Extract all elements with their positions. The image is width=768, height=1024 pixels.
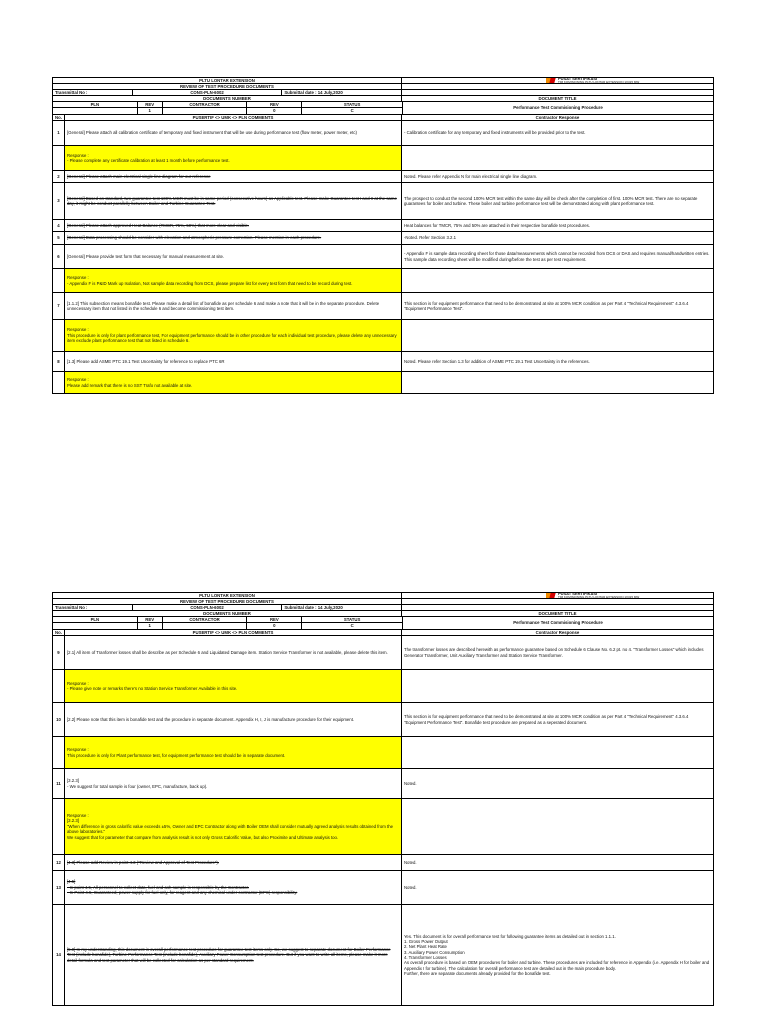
response-label: Contractor Response bbox=[535, 115, 580, 120]
response-followup-row bbox=[53, 146, 713, 171]
no-label: No. bbox=[53, 115, 65, 120]
doc-number-block bbox=[53, 102, 713, 115]
reviewer-comment bbox=[65, 220, 402, 231]
response-text: This section is for equipment performance that need to be demonstrated at site at 100% MCR condition as per Part 4 "Technical Requirement" 4.3.6.4 "Equipment Performance Test". bbox=[403, 300, 689, 311]
col-status: STATUS bbox=[343, 102, 361, 107]
reviewer-comment bbox=[65, 232, 402, 244]
review-sheet-2: PLTU LONTAR EXTENSION PUSAT SERTIFIKASI TIM KOMISIONING PLTU LONTAR EXTENSION 1X315 MW REVIEW OF TEST PROCEDURE DOCUMENTS Transmittal No : CONS-PLN-6002 Submittal date : 14 July,2020 DOCUMENTS NUMBER DOCUMENT TITLE PLN REV CONTRACTOR REV STATUS 1 0 C Performance Test Commisioning Procedure No. PUSERTIF <> UMK <> PLN COMMENTS Contractor Response 9 [2.1] All item of Tranformer losses shall be describe as per Schedule 6 and Liquidated Damage item. Station Service Transformer is not available, please delete this item. The transformer losses are described herewith as performance guarantee based on Schedule 6 Clause No. 6.2 pt. no 4. "Transformer Losses" which includes Generator Transformer, Unit Auxiliary Transformer and Station Service Transformer. Response : - Please give note or remarks there's no Station Service Transformer Available in this site. 10 [2.2] Please note that this item is bonafide test and the procedure in separate document. Appendix H, I, J is manufacture procedure for their equipment. This section is for equipment performance that need to be demonstrated at site at 100% MCR condition as per Part 4 "Technical Requirement" 4.3.6.4 "Equipment Performance Test". Bonafide test procedure are prepared as a seperated document. Response : This procedure is only for Plant performance test, for equipment performance test should be in separate document. 11 [3.2.3] - We suggest for total sample is four (owner, EPC, manufacture, back up). Noted. Response : [3.2.3] "When difference in gross calorific value exceeds ±5%, Owner and EPC Contractor along with Boiler OEM shall consider mutually agreed analysis results obtained from the above laboratories." We suggest that for parameter that compare from analysis result is not only Gross Calorific Value, but also Proximite and Ultimate analysis too. 12 [4.3] Please add Review in point 4.3 ("Review and Approval of Test Procedure"). Noted. 13 [4.5] - In point 4.5, All personnel to collect data, fuel and ash sample is responsible by the Contractor. - In Point 4.5, Guaranteed, power supply for fuel only, for reagent and any chemical under contractor (EPC) responsibility. Noted. 14 [5.0] In my understanding, this document is overall performance test procedure for guarantee test items only. So, we suggest to separate document for Boiler Performance Test (include bonafide), Turbine Performance Test (include bonafide), Auxiliary Power Consumption test procedure. But if you want to write all items, please make it more detail formula and test parameter that will be collected for calculation as per standard requirement. Yes. This document is for overall performance test for following guarantee items as detailed out in section 1.1.1. 1. Gross Power Output 2. Net Plant Heat Rate 3. Auxiliary Power Consumption 4. Transformer Losses As overall procedure is based on OEM procedures for boiler and turbine. These procedures are included for reference in Appendix (i.e. Appendix H for boiler and Appendix I for turbine). The calculation for overall performance test are detailed out in the main procedure body. Further, there are separate documents already provided for the bonafide test. bbox=[52, 592, 714, 1006]
document-title: Performance Test Commisioning Procedure bbox=[513, 105, 603, 111]
transmittal-label: Transmittal No : bbox=[53, 90, 133, 95]
followup-comment bbox=[65, 146, 402, 170]
logo-cell bbox=[402, 78, 713, 83]
followup-comment bbox=[65, 269, 402, 292]
reviewer-comment bbox=[65, 121, 402, 145]
comment-text: [2.2] Please note that this item is bonafide test and the procedure in separate document. Appendix H, I, J is manufacture procedure for their equipment. bbox=[66, 716, 355, 722]
pln-logo-icon bbox=[546, 593, 555, 598]
response-text: -Noted. Refer Section 3.2.1 bbox=[403, 235, 457, 241]
rev-2-value: 0 bbox=[247, 108, 302, 114]
contractor-response bbox=[402, 670, 713, 702]
row-number bbox=[53, 146, 65, 170]
reviewer-comment bbox=[65, 171, 402, 182]
row-number: 7 bbox=[53, 293, 65, 319]
comment-text: Response : This procedure is only for Plant performance test, for equipment performance test should be in separate document. bbox=[66, 747, 286, 758]
comment-text: [General] Please attach approved Heat Balance (TMCR, 75%, 50%) that more clear and visible. bbox=[66, 222, 249, 228]
comment-text: Response : - Please complete any certificate calibration at least 1 month before performance test. bbox=[66, 152, 230, 163]
followup-comment bbox=[65, 320, 402, 351]
comment-row bbox=[53, 352, 713, 372]
submittal-date: Submittal date : 14 July,2020 bbox=[282, 90, 402, 95]
col-contractor: CONTRACTOR bbox=[163, 102, 248, 107]
pusertif-logo bbox=[546, 78, 639, 83]
comment-row bbox=[53, 905, 713, 1005]
comment-text: [General] Please attach main electrical single line diagram for our reference bbox=[66, 173, 211, 179]
reviewer-comment bbox=[65, 769, 402, 798]
comment-text: [3.2.3] - We suggest for total sample is four (owner, EPC, manufacture, back up). bbox=[66, 778, 208, 789]
comment-text: Response : Please add remark that there is no SST Trafo not available at site. bbox=[66, 377, 193, 388]
contractor-response bbox=[402, 905, 713, 1005]
response-text: The prospect to conduct the second 100% MCR test within the same day will be check after the completion of first. 100% MCR test. There are no separate guarantees for boiler and turbine. These boiler and turbine performance test will be demonstrated along with plant performance test. bbox=[403, 195, 698, 206]
col-pln: PLN bbox=[53, 102, 138, 107]
row-number: 11 bbox=[53, 769, 65, 798]
comment-row bbox=[53, 245, 713, 269]
response-text: This section is for equipment performance that need to be demonstrated at site at 100% MCR condition as per Part 4 "Technical Requirement" 4.3.6.4 "Equipment Performance Test". Bonafide test procedure are prepared as a seperated document. bbox=[403, 714, 689, 725]
comment-text: [1.1.2] This subsection means bonafide test. Please make a detail list of bonafide as per schedule 6 and make a note that it will be in the separate procedure. Delete unnecessary item that not listed in the schedule 6 and become commissioning test item. bbox=[66, 300, 380, 311]
response-followup-row bbox=[53, 799, 713, 855]
contractor-response bbox=[402, 232, 713, 244]
contractor-response bbox=[402, 269, 713, 292]
comment-text: [General] Please provide test form that necessary for manual measurement at site. bbox=[66, 253, 225, 259]
contractor-response bbox=[402, 171, 713, 182]
contractor-response bbox=[402, 871, 713, 904]
status-value: C bbox=[350, 108, 354, 114]
row-number: 3 bbox=[53, 183, 65, 219]
contractor-response bbox=[402, 703, 713, 736]
row-number bbox=[53, 737, 65, 768]
comment-text: [4.3] Please add Review in point 4.3 ("Review and Approval of Test Procedure"). bbox=[66, 859, 219, 865]
row-number: 2 bbox=[53, 171, 65, 182]
response-text: The transformer losses are described herewith as performance guarantee based on Schedule 6 Clause No. 6.2 pt. no 4. "Transformer Losses" which includes Generator Transformer, Unit Auxiliary Transformer and Station Service Transformer. bbox=[403, 647, 704, 658]
followup-comment bbox=[65, 372, 402, 393]
comment-row bbox=[53, 293, 713, 320]
response-followup-row bbox=[53, 269, 713, 293]
response-text: Noted. Please refer Appendix N for main electrical single line diagram. bbox=[403, 173, 538, 179]
comment-row bbox=[53, 171, 713, 183]
comment-row bbox=[53, 232, 713, 245]
contractor-response bbox=[402, 183, 713, 219]
review-sheet-1 bbox=[52, 77, 714, 394]
rev-1-value: 1 bbox=[138, 108, 163, 114]
row-number: 5 bbox=[53, 232, 65, 244]
logo-line-1: PUSAT SERTIFIKASI bbox=[557, 78, 598, 82]
contractor-response bbox=[402, 352, 713, 371]
row-number: 1 bbox=[53, 121, 65, 145]
comment-text: Response : - Appendix F is P&ID Mark up Isolation, Not sample data recording from DCS, please prepare list for every test form that need to be record during test. bbox=[66, 275, 353, 286]
row-number bbox=[53, 269, 65, 292]
reviewer-comment bbox=[65, 352, 402, 371]
comment-text: [4.5] - In point 4.5, All personnel to collect data, fuel and ash sample is responsible by the Contractor. - In Point 4.5, Guaranteed, power supply for fuel only, for reagent and any chemical under contractor (EPC) responsibility. bbox=[66, 879, 298, 896]
header-project-row: PLTU LONTAR EXTENSION PUSAT SERTIFIKASI TIM KOMISIONING PLTU LONTAR EXTENSION 1X315 MW bbox=[53, 593, 713, 599]
comment-row bbox=[53, 871, 713, 905]
reviewer-comment bbox=[65, 636, 402, 669]
reviewer-comment bbox=[65, 245, 402, 268]
comments-label: PUSERTIF <> UMK <> PLN COMMENTS bbox=[65, 115, 402, 120]
comment-text: [2.1] All item of Tranformer losses shall be describe as per Schedule 6 and Liquidated Damage item. Station Service Transformer is not available, please delete this item. bbox=[66, 649, 388, 655]
contractor-response bbox=[402, 737, 713, 768]
response-text: Noted. Please refer Section 1.3 for addition of ASME PTC 19.1 Test Uncertainty in the references. bbox=[403, 358, 590, 364]
comment-row bbox=[53, 121, 713, 146]
contractor-response bbox=[402, 372, 713, 393]
row-number: 6 bbox=[53, 245, 65, 268]
row-number: 14 bbox=[53, 905, 65, 1005]
row-number: 13 bbox=[53, 871, 65, 904]
row-number: 4 bbox=[53, 220, 65, 231]
comment-text: [5.0] In my understanding, this document is overall performance test procedure for guarantee test items only. So, we suggest to separate document for Boiler Performance Test (include bonafide), Turbine Performance Test (include bonafide), Auxiliary Power Consumption test procedure. But if you want to write all items, please make it more detail formula and test parameter that will be collected for calculation as per standard requirement. bbox=[66, 946, 391, 963]
col-rev-1: REV bbox=[138, 102, 163, 107]
response-text: Noted. bbox=[403, 884, 417, 890]
comment-row bbox=[53, 769, 713, 799]
reviewer-comment bbox=[65, 871, 402, 904]
reviewer-comment bbox=[65, 293, 402, 319]
row-number: 9 bbox=[53, 636, 65, 669]
comment-row bbox=[53, 703, 713, 737]
comment-text: [1.3] Please add ASME PTC 19.1 Test Uncertainty for reference to replace PTC 6R bbox=[66, 358, 225, 364]
response-text: - Appendix F is sample data recording sheet for those data/measurements which cannot be recorded from DCS or DAS and requires manual/handwritten entries. This sample data recording sheet will be modified during/before the test as per test requirement. bbox=[403, 251, 710, 262]
contractor-response bbox=[402, 636, 713, 669]
contractor-response bbox=[402, 320, 713, 351]
comment-row bbox=[53, 636, 713, 670]
row-number bbox=[53, 320, 65, 351]
response-followup-row bbox=[53, 320, 713, 352]
reviewer-comment bbox=[65, 855, 402, 870]
doc-title: REVIEW OF TEST PROCEDURE DOCUMENTS bbox=[53, 84, 402, 89]
pusertif-logo: PUSAT SERTIFIKASI TIM KOMISIONING PLTU LONTAR EXTENSION 1X315 MW bbox=[546, 593, 639, 598]
contractor-response bbox=[402, 769, 713, 798]
comment-text: [General] Please attach all calibration certificate of temporary and fixed instrument that will be use during performance test (flow meter, power meter, etc) bbox=[66, 130, 357, 136]
response-text: Noted. bbox=[403, 859, 417, 865]
pln-logo-icon bbox=[546, 78, 555, 83]
response-text: Yes. This document is for overall performance test for following guarantee items as detailed out in section 1.1.1. 1. Gross Power Output 2. Net Plant Heat Rate 3. Auxiliary Power Consumption 4. Transformer Losses As overall procedure is based on OEM procedures for boiler and turbine. These procedures are included for reference in Appendix (i.e. Appendix H for boiler and Appendix I for turbine). The calculation for overall performance test are detailed out in the main procedure body. Further, there are separate documents already provided for the bonafide test. bbox=[403, 933, 710, 977]
followup-comment bbox=[65, 799, 402, 854]
followup-comment bbox=[65, 670, 402, 702]
reviewer-comment bbox=[65, 703, 402, 736]
col-rev-2: REV bbox=[247, 102, 302, 107]
comment-text: Response : [3.2.3] "When difference in gross calorific value exceeds ±5%, Owner and EPC Contractor along with Boiler OEM shall consider mutually agreed analysis results obtained from the above laboratories." We suggest that for parameter that compare from analysis result is not only Gross Calorific Value, but also Proximite and Ultimate analysis too. bbox=[66, 813, 393, 840]
row-number bbox=[53, 799, 65, 854]
response-text: - Calibration certificate for any temporary and fixed instruments will be provided prior to the test. bbox=[403, 130, 586, 136]
response-text: Noted. bbox=[403, 780, 417, 786]
comment-row bbox=[53, 220, 713, 232]
row-number bbox=[53, 372, 65, 393]
contractor-response bbox=[402, 121, 713, 145]
comment-text: [General] Data processing should be consider with elevation and atmospheric pressure correction. Please mention in each procedure. bbox=[66, 235, 322, 241]
response-followup-row bbox=[53, 372, 713, 393]
contractor-response bbox=[402, 245, 713, 268]
comment-row bbox=[53, 855, 713, 871]
contractor-response bbox=[402, 220, 713, 231]
reviewer-comment bbox=[65, 183, 402, 219]
response-followup-row bbox=[53, 737, 713, 769]
contractor-response bbox=[402, 799, 713, 854]
row-number: 12 bbox=[53, 855, 65, 870]
logo-line-2: TIM KOMISIONING PLTU LONTAR EXTENSION 1X315 MW bbox=[557, 80, 640, 83]
comment-text: Response : - Please give note or remarks there's no Station Service Transformer Available in this site. bbox=[66, 680, 238, 691]
row-number: 8 bbox=[53, 352, 65, 371]
documents-number-label: DOCUMENTS NUMBER bbox=[53, 96, 402, 101]
document-title-label: DOCUMENT TITLE bbox=[538, 96, 577, 101]
comment-text: Response : This procedure is only for plant performance test, For equipment performance should be in other procedure for each individual test procedure, please delete any unnecessary item exclude plant performance test that not listed in schedule 6. bbox=[66, 327, 397, 344]
row-number bbox=[53, 670, 65, 702]
contractor-response bbox=[402, 293, 713, 319]
project-title: PLTU LONTAR EXTENSION bbox=[53, 78, 402, 83]
reviewer-comment bbox=[65, 905, 402, 1005]
comment-text: [General] Based on standard, two guarantee test 100% MCR must be in same period (consecutive hours) as Applicable test. Please make Guarantee test I and II at the same day, it might be conduct parallelly between Boiler and Turbine Guarantee Test. bbox=[66, 195, 397, 206]
contractor-response bbox=[402, 855, 713, 870]
followup-comment bbox=[65, 737, 402, 768]
contractor-response bbox=[402, 146, 713, 170]
transmittal-no: CONS-PLN-6002 bbox=[133, 90, 283, 95]
response-text: Heat balances for TMCR, 75% and 50% are attached in their respective bonafide test procedures. bbox=[403, 222, 590, 228]
comment-row bbox=[53, 183, 713, 220]
response-followup-row bbox=[53, 670, 713, 703]
row-number: 10 bbox=[53, 703, 65, 736]
